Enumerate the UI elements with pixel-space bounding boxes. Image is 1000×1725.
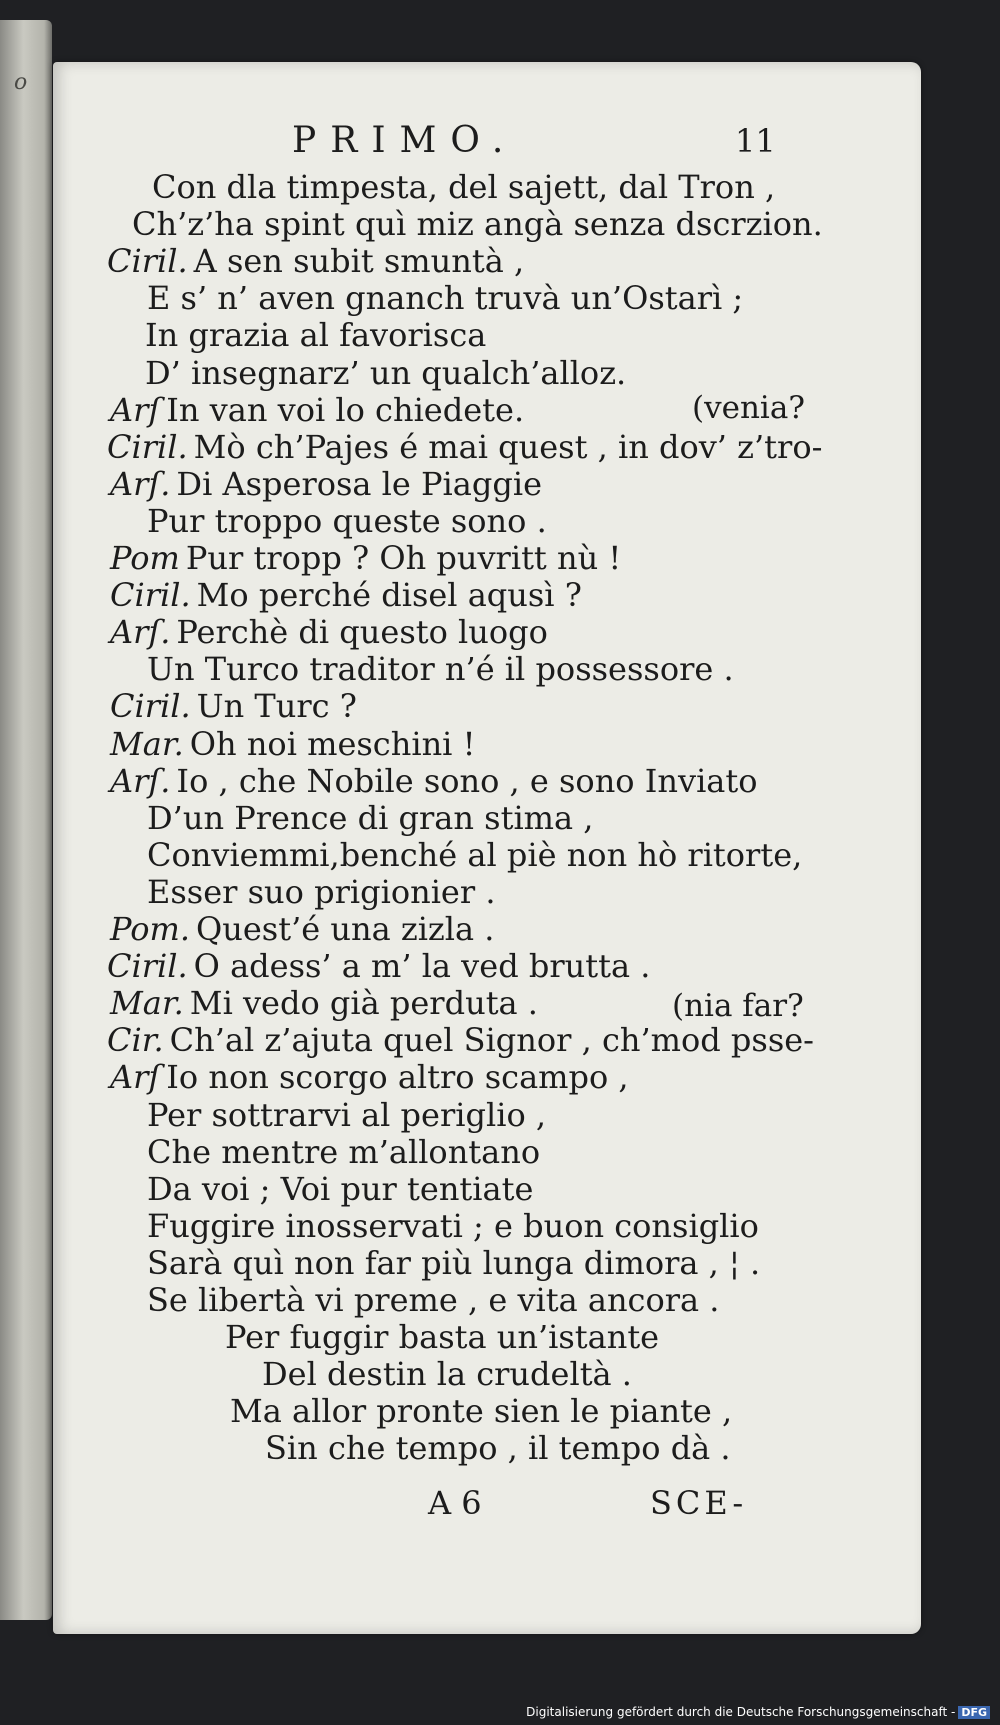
signature-mark: A 6: [428, 1484, 482, 1522]
text-line: [110, 391, 524, 429]
line-text: Ch’z’ha spint quì miz angà senza dscrzion.: [132, 205, 823, 244]
text-line: [262, 1355, 632, 1393]
speaker-label: Ciril.: [110, 687, 191, 726]
dfg-logo: DFG: [958, 1706, 990, 1719]
line-text: Mo perché disel aqusì ?: [196, 576, 582, 615]
line-text: Per fuggir basta un’istante: [225, 1318, 660, 1357]
text-line: [132, 205, 823, 243]
line-text: Esser suo prigionier .: [147, 872, 496, 911]
credit-text: Digitalisierung gefördert durch die Deutsche Forschungsgemeinschaft -: [526, 1705, 956, 1719]
speaker-label: Arſ: [110, 1058, 161, 1097]
line-text: Di Asperosa le Piaggie: [176, 464, 542, 503]
line-text: O adess’ a m’ la ved brutta .: [193, 947, 651, 986]
text-line: [110, 762, 758, 800]
speaker-label: Ciril.: [110, 576, 191, 615]
text-line: [147, 1096, 546, 1134]
line-text: D’ insegnarz’ un qualch’alloz.: [145, 353, 627, 392]
speaker-label: Pom: [110, 539, 180, 577]
line-text: Conviemmi,benché al piè non hò ritorte,: [147, 835, 803, 874]
text-line: [107, 947, 650, 985]
text-line: [145, 316, 486, 354]
line-text: Un Turco traditor n’é il possessore .: [147, 650, 734, 689]
speaker-label: Pom.: [110, 910, 191, 948]
facing-page-edge: [0, 20, 52, 1620]
text-line: [147, 279, 743, 317]
text-line: [147, 1170, 533, 1208]
text-line: [147, 799, 593, 837]
speaker-label: Arſ.: [110, 613, 171, 652]
catchword: SCE-: [650, 1484, 748, 1522]
text-line: [147, 1244, 760, 1282]
text-line: [110, 465, 542, 503]
text-line: [110, 613, 548, 651]
line-text: Ch’al z’ajuta quel Signor , ch’mod psse-: [169, 1021, 814, 1060]
text-line: [147, 1207, 759, 1245]
text-line: [147, 502, 547, 540]
text-line: [110, 910, 494, 948]
text-line: [230, 1392, 732, 1430]
line-text: Se libertà vi preme , e vita ancora .: [147, 1281, 720, 1319]
speaker-label: Ciril.: [107, 947, 188, 986]
text-line: [225, 1318, 659, 1356]
line-text: In van voi lo chiedete.: [166, 390, 525, 429]
line-text: Che mentre m’allontano: [147, 1132, 541, 1171]
page-number: 11: [735, 122, 776, 160]
line-text: Mi vedo già perduta .: [189, 984, 538, 1023]
line-text: Perchè di questo luogo: [176, 613, 548, 652]
line-text: A sen subit smuntà ,: [193, 242, 525, 281]
line-text: Ma allor pronte sien le piante ,: [230, 1392, 733, 1431]
line-text: Un Turc ?: [196, 687, 357, 726]
speaker-label: Arſ.: [110, 464, 171, 503]
text-line: [107, 242, 524, 280]
text-line: [147, 650, 734, 688]
line-text: Da voi ; Voi pur tentiate: [147, 1169, 534, 1208]
line-text: Sarà quì non far più lunga dimora , ¦ .: [147, 1243, 761, 1282]
text-line: [107, 1021, 814, 1059]
text-line: [147, 836, 802, 874]
line-text: Oh noi meschini !: [189, 724, 476, 763]
line-text: Con dla timpesta, del sajett, dal Tron ,: [152, 168, 776, 206]
turnover-text: (venia?: [692, 390, 805, 426]
line-text: Sin che tempo , il tempo dà .: [265, 1429, 731, 1468]
text-line: [107, 428, 822, 466]
line-text: Quest’é una zizla .: [196, 910, 495, 948]
line-text: Del destin la crudeltà .: [262, 1355, 632, 1394]
digitization-credit: [526, 1705, 990, 1719]
text-line: [147, 1281, 719, 1319]
line-text: Pur troppo queste sono .: [147, 501, 547, 540]
line-text: D’un Prence di gran stima ,: [147, 798, 594, 837]
text-line: [110, 725, 475, 763]
running-title: PRIMO.: [292, 120, 518, 161]
line-text: E s’ n’ aven gnanch truvà un’Ostarì ;: [147, 279, 744, 318]
line-text: Pur tropp ? Oh puvritt nù !: [185, 539, 622, 577]
text-line: [110, 539, 621, 577]
speaker-label: Mar.: [110, 724, 184, 763]
line-text: Mò ch’Pajes é mai quest , in dov’ z’tro-: [193, 427, 823, 466]
text-line: [110, 984, 538, 1022]
text-line: [265, 1429, 731, 1467]
line-text: Io , che Nobile sono , e sono Inviato: [176, 761, 758, 800]
text-line: [110, 687, 357, 725]
speaker-label: Cir.: [107, 1021, 164, 1060]
line-text: Io non scorgo altro scampo ,: [166, 1058, 629, 1097]
speaker-label: Ciril.: [107, 427, 188, 466]
text-line: [152, 168, 775, 206]
text-line: [145, 354, 626, 392]
speaker-label: Ciril.: [107, 242, 188, 281]
line-text: Per sottrarvi al periglio ,: [147, 1095, 547, 1134]
page-header: [0, 120, 1000, 160]
text-line: [110, 1058, 629, 1096]
speaker-label: Mar.: [110, 984, 184, 1023]
facing-page-mark: o: [14, 70, 28, 95]
line-text: In grazia al favorisca: [145, 316, 487, 355]
speaker-label: Arſ.: [110, 761, 171, 800]
speaker-label: Arſ: [110, 390, 161, 429]
line-text: Fuggire inosservati ; e buon consiglio: [147, 1206, 759, 1245]
text-line: [147, 873, 496, 911]
text-line: [110, 576, 582, 614]
turnover-text: (nia far?: [672, 988, 804, 1024]
text-line: [147, 1133, 540, 1171]
